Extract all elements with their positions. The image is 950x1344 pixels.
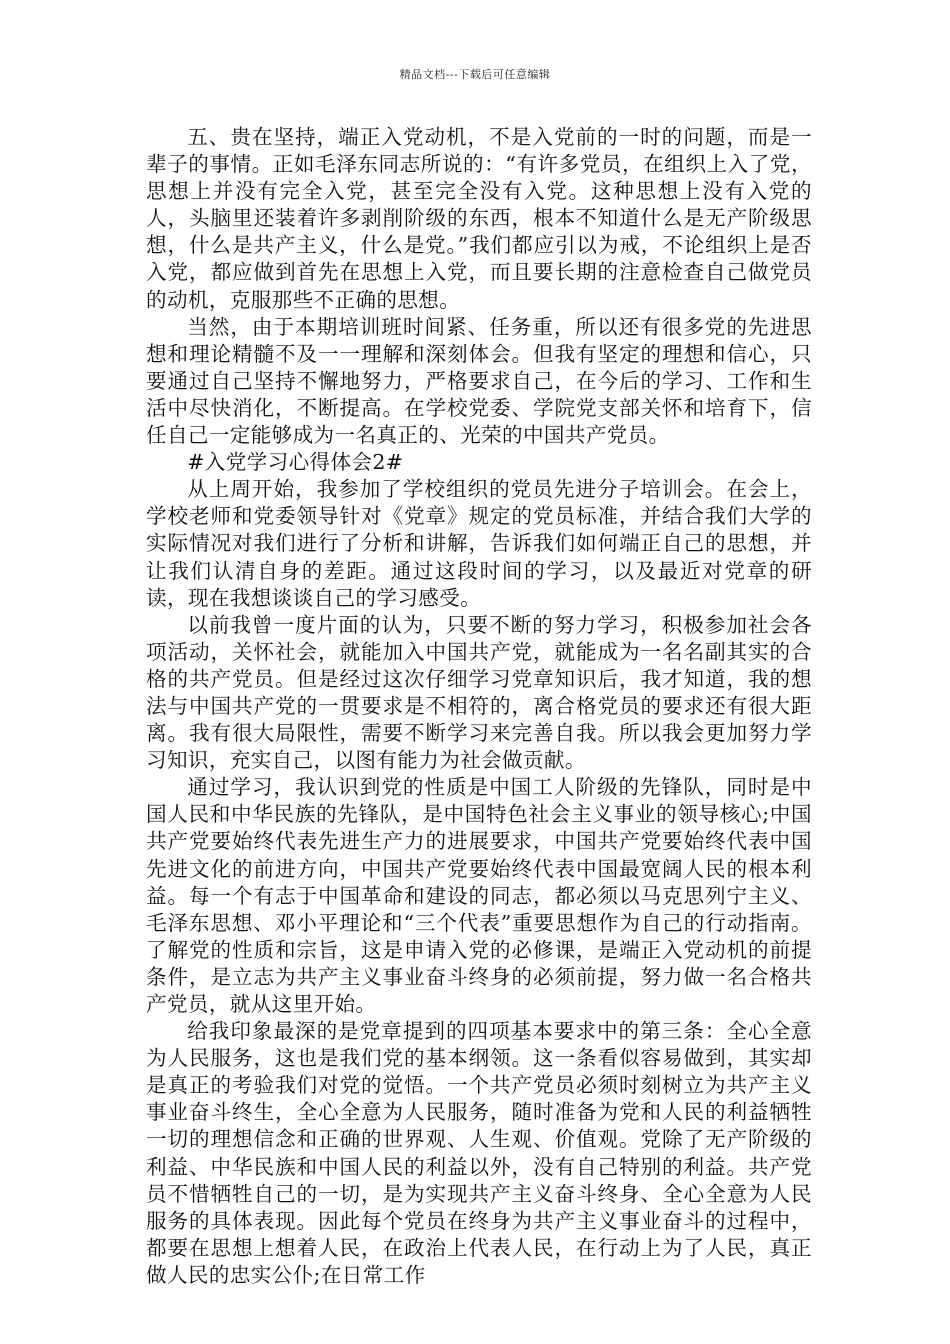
paragraph-conclusion: 当然，由于本期培训班时间紧、任务重，所以还有很多党的先进思想和理论精髓不及一一理解和深刻体会。但我有坚定的理想和信心，只要通过自己坚持不懈地努力，严格要求自己，在今后的学习、工作和生活中尽快消化，不断提高。在学校党委、学院党支部关怀和培育下，信任自己一定能够成为一名真正的、光荣的中国共产党员。 — [146, 314, 812, 448]
paragraph-serve-people: 给我印象最深的是党章提到的四项基本要求中的第三条：全心全意为人民服务，这也是我们党的基本纲领。这一条看似容易做到，其实却是真正的考验我们对党的觉悟。一个共产党员必须时刻树立为共产主义事业奋斗终生，全心全意为人民服务，随时准备为党和人民的利益牺牲一切的理想信念和正确的世界观、人生观、价值观。党除了无产阶级的利益、中华民族和中国人民的利益以外，没有自己特别的利益。共产党员不惜牺牲自己的一切，是为实现共产主义奋斗终身、全心全意为人民服务的具体表现。因此每个党员在终身为共产主义事业奋斗的过程中，都要在思想上想着人民，在政治上代表人民，在行动上为了人民，真正做人民的忠实公仆;在日常工作 — [146, 1019, 812, 1287]
paragraph-training-intro: 从上周开始，我参加了学校组织的党员先进分子培训会。在会上，学校老师和党委领导针对《党章》规定的党员标准，并结合我们大学的实际情况对我们进行了分析和讲解，告诉我们如何端正自己的思想，并让我们认清自身的差距。通过这段时间的学习，以及最近对党章的研读，现在我想谈谈自己的学习感受。 — [146, 477, 812, 610]
paragraph-party-nature: 通过学习，我认识到党的性质是中国工人阶级的先锋队，同时是中国人民和中华民族的先锋队，是中国特色社会主义事业的领导核心;中国共产党要始终代表先进生产力的进展要求，中国共产党要始终代表中国先进文化的前进方向，中国共产党要始终代表中国最宽阔人民的根本利益。每一个有志于中国革命和建设的同志，都必须以马克思列宁主义、毛泽东思想、邓小平理论和“三个代表”重要思想作为自己的行动指南。了解党的性质和宗旨，这是申请入党的必修课，是端正入党动机的前提条件，是立志为共产主义事业奋斗终身的必须前提，努力做一名合格共产党员，就从这里开始。 — [146, 775, 812, 1016]
section-heading: #入党学习心得体会2# — [187, 450, 404, 475]
paragraph-prior-view: 以前我曾一度片面的认为，只要不断的努力学习，积极参加社会各项活动，关怀社会，就能加入中国共产党，就能成为一名名副其实的合格的共产党员。但是经过这次仔细学习党章知识后，我才知道，我的想法与中国共产党的一贯要求是不相符的，离合格党员的要求还有很大距离。我有很大局限性，需要不断学习来完善自我。所以我会更加努力学习知识，充实自己，以图有能力为社会做贡献。 — [146, 612, 812, 773]
document-body — [146, 124, 812, 1289]
paragraph-persistence: 五、贵在坚持，端正入党动机，不是入党前的一时的问题，而是一辈子的事情。正如毛泽东同志所说的：“有许多党员，在组织上入了党，思想上并没有完全入党，甚至完全没有入党。这种思想上没有入党的人，头脑里还装着许多剥削阶级的东西，根本不知道什么是无产阶级思想，什么是共产主义，什么是党。”我们都应引以为戒，不论组织上是否入党，都应做到首先在思想上入党，而且要长期的注意检查自己做党员的动机，克服那些不正确的思想。 — [146, 125, 812, 312]
page-header: 精品文档---下载后可任意编辑 — [399, 68, 551, 81]
